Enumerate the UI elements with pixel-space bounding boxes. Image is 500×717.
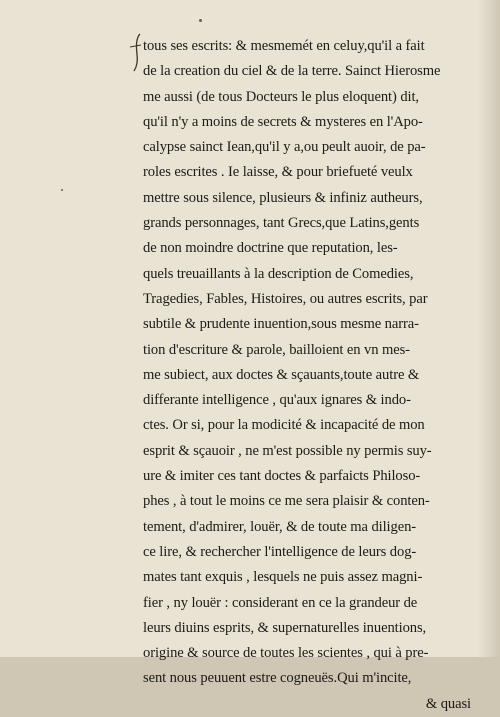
text-line: leurs diuins esprits, & supernaturelles inuentions,: [143, 619, 427, 636]
text-line: mettre sous silence, plusieurs & infiniz autheurs,: [143, 189, 423, 206]
text-line: differante intelligence , qu'aux ignares & indo-: [143, 392, 411, 409]
text-line: qu'il n'y a moins de secrets & mysteres en l'Apo-: [143, 113, 423, 130]
text-line: ctes. Or si, pour la modicité & incapacité de mon: [143, 417, 425, 434]
text-line: me subiect, aux doctes & sçauants,toute autre &: [143, 366, 420, 383]
text-line: tous ses escrits: & mesmemét en celuy,qu'il a fait: [143, 38, 425, 54]
text-line: ce lire, & rechercher l'intelligence de leurs dog-: [143, 543, 417, 560]
ink-speck: [199, 19, 202, 22]
ink-speck: [61, 189, 63, 191]
text-line: Tragedies, Fables, Histoires, ou autres escrits, par: [143, 290, 428, 307]
text-line: roles escrites . Ie laisse, & pour briefueté veulx: [143, 164, 413, 181]
text-line: ure & imiter ces tant doctes & parfaicts Philoso-: [143, 468, 421, 485]
body-text: [143, 34, 471, 717]
text-line: tion d'escriture & parole, bailloient en vn mes-: [143, 341, 410, 358]
text-line: tement, d'admirer, louër, & de toute ma diligen-: [143, 518, 417, 535]
text-line: origine & source de toutes les scientes , qui à pre-: [143, 645, 429, 662]
text-line: me aussi (de tous Docteurs le plus eloquent) dit,: [143, 88, 419, 105]
text-line: calypse sainct Iean,qu'il y a,ou peult auoir, de pa-: [143, 139, 426, 156]
text-line: de la creation du ciel & de la terre. Sainct Hierosme: [143, 63, 441, 80]
catchword: & quasi: [425, 695, 471, 712]
text-line: de non moindre doctrine que reputation, les-: [143, 240, 398, 257]
text-line: grands personnages, tant Grecs,que Latins,gents: [143, 215, 420, 232]
text-line: mates tant exquis , lesquels ne puis assez magni-: [143, 569, 423, 586]
text-line: esprit & sçauoir , ne m'est possible ny permis suy-: [143, 442, 432, 459]
text-line: quels treuaillants à la description de Comedies,: [143, 265, 414, 282]
text-line: phes , à tout le moins ce me sera plaisir & conten-: [143, 493, 430, 510]
text-line: sent nous peuuent estre cogneuës.Qui m'incite,: [143, 670, 412, 687]
text-line: fier , ny louër : considerant en ce la grandeur de: [143, 594, 418, 611]
text-line: subtile & prudente inuention,sous mesme narra-: [143, 316, 419, 333]
